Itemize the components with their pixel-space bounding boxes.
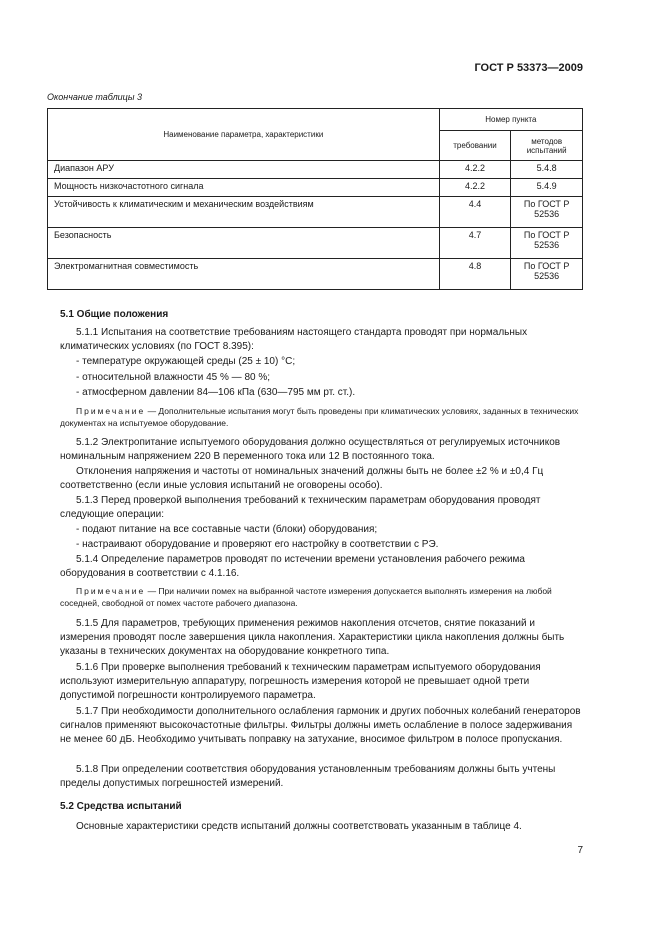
header-requirements: требовании (439, 131, 511, 161)
note-2 (60, 585, 583, 609)
standard-number: ГОСТ Р 53373—2009 (474, 62, 583, 74)
cell-req: 4.2.2 (439, 179, 511, 197)
paragraph-5-1-4: 5.1.4 Определение параметров проводят по истечении времени установления рабочего режима оборудования в соответствии с 4.1.16. (60, 554, 525, 579)
paragraph-5-2: Основные характеристики средств испытаний должны соответствовать указанным в таблице 4. (76, 821, 522, 832)
header-methods: методов испытаний (511, 131, 583, 161)
table-row (48, 228, 583, 259)
note-text: — При наличии помех на выбранной частоте измерения допускается выполнять измерения на любой соседней, свободной от помех частоте рабочего диапазона. (60, 586, 552, 608)
cell-method: 5.4.8 (511, 161, 583, 179)
cell-req: 4.4 (439, 197, 511, 228)
cell-name: Безопасность (48, 228, 440, 259)
table-row (48, 197, 583, 228)
list-item: - подают питание на все составные части (блоки) оборудования; (76, 524, 378, 535)
paragraph-5-1-8: 5.1.8 При определении соответствия оборудования установленным требованиям должны быть учтены пределы допустимых погрешностей измерений. (60, 764, 556, 789)
paragraph-5-1-2b: Отклонения напряжения и частоты от номинальных значений должны быть не более ±2 % и ±0,4 Гц соответственно (если иные условия испытаний не оговорены особо). (60, 466, 544, 491)
table-row (48, 161, 583, 179)
paragraph-5-1-2: 5.1.2 Электропитание испытуемого оборудования должно осуществляться от регулируемых источников номинальным напряжением 220 В переменного тока или 12 В постоянного тока. (60, 437, 561, 462)
cell-method: По ГОСТ Р 52536 (511, 228, 583, 259)
paragraph-5-1-1: 5.1.1 Испытания на соответствие требованиям настоящего стандарта проводят при нормальных климатических условиях (по ГОСТ 8.395): (60, 327, 528, 352)
section-5-1-title: 5.1 Общие положения (60, 309, 169, 320)
note-text: — Дополнительные испытания могут быть проведены при климатических условиях, заданных в технических документах на испытуемое оборудование. (60, 406, 579, 428)
table-caption: Окончание таблицы 3 (47, 92, 142, 102)
cell-req: 4.7 (439, 228, 511, 259)
note-1 (60, 405, 583, 429)
header-group: Номер пункта (439, 109, 582, 131)
header-param: Наименование параметра, характеристики (48, 109, 440, 161)
list-item: - настраивают оборудование и проверяют его настройку в соответствии с РЭ. (76, 539, 439, 550)
cell-req: 4.2.2 (439, 161, 511, 179)
cell-req: 4.8 (439, 259, 511, 290)
table-row (48, 259, 583, 290)
note-label: Примечание (76, 406, 146, 416)
list-item: - атмосферном давлении 84—106 кПа (630—795 мм рт. ст.). (76, 387, 356, 398)
cell-method: По ГОСТ Р 52536 (511, 259, 583, 290)
note-label: Примечание (76, 586, 146, 596)
cell-name: Электромагнитная совместимость (48, 259, 440, 290)
cell-name: Устойчивость к климатическим и механическим воздействиям (48, 197, 440, 228)
section-5-2-title: 5.2 Средства испытаний (60, 801, 182, 812)
list-item: - относительной влажности 45 % — 80 %; (76, 372, 271, 383)
cell-name: Диапазон АРУ (48, 161, 440, 179)
paragraph-5-1-3: 5.1.3 Перед проверкой выполнения требований к техническим параметрам оборудования проводят следующие операции: (60, 495, 541, 520)
parameters-table (47, 108, 583, 290)
paragraph-5-1-7: 5.1.7 При необходимости дополнительного ослабления гармоник и других побочных колебаний генераторов сигналов применяют высокочастотные фильтры. Фильтры должны иметь ослабление в полосе задерживания не менее 60 дБ. Необходимо учитывать поправку на затухание, вносимое фильтром в полосе пропускания. (60, 706, 581, 745)
paragraph-5-1-6: 5.1.6 При проверке выполнения требований к техническим параметрам испытуемого оборудования используют измерительную аппаратуру, погрешность измерения которой не превышает одной трети допустимой погрешности контролируемого параметра. (60, 662, 541, 701)
paragraph-5-1-5: 5.1.5 Для параметров, требующих применения режимов накопления отсчетов, снятие показаний и измерения проводят после завершения цикла накопления. Характеристики цикла накопления должны быть указаны в технических документах на оборудование конкретного типа. (60, 618, 565, 657)
list-item: - температуре окружающей среды (25 ± 10) °С; (76, 356, 296, 367)
page-number: 7 (577, 845, 583, 856)
cell-method: 5.4.9 (511, 179, 583, 197)
cell-method: По ГОСТ Р 52536 (511, 197, 583, 228)
table-row (48, 179, 583, 197)
cell-name: Мощность низкочастотного сигнала (48, 179, 440, 197)
